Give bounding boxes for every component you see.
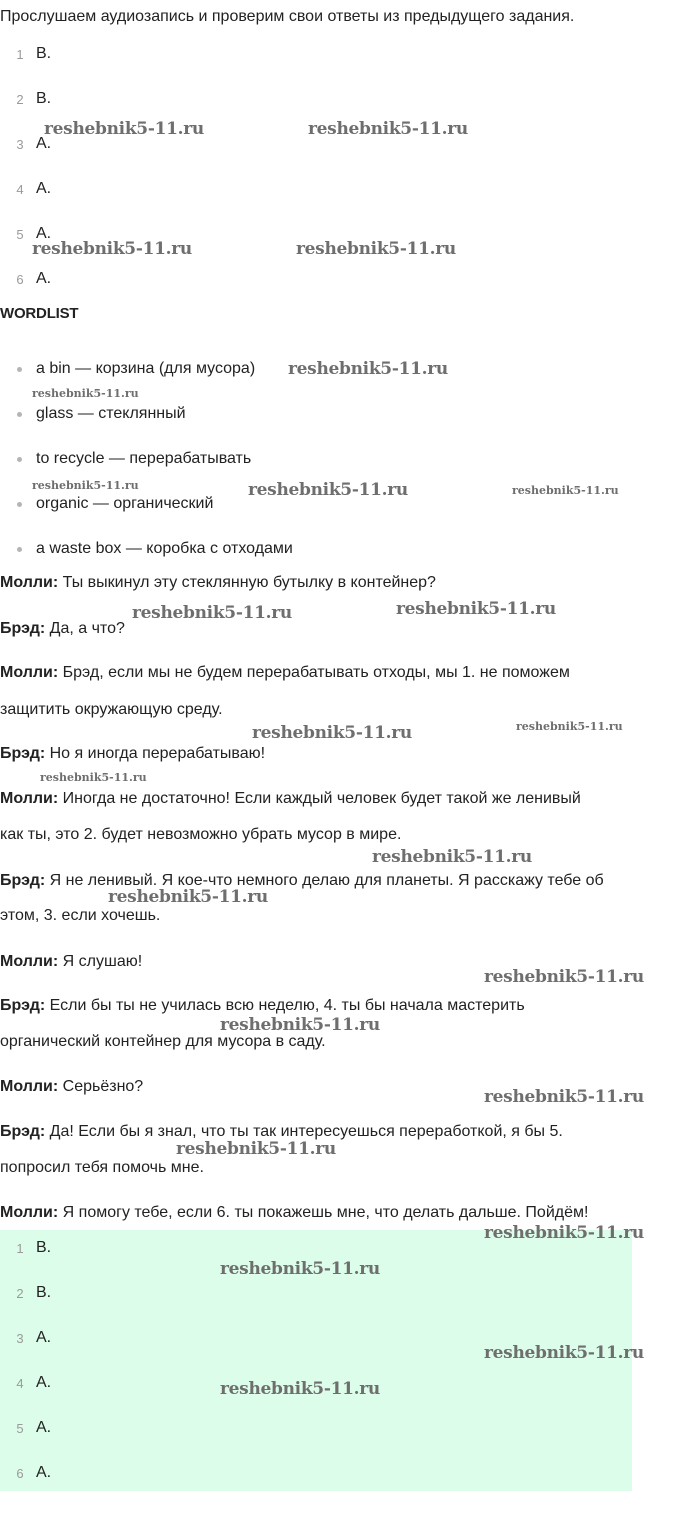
list-item [0,268,632,290]
answer-number: 2 [16,1286,24,1301]
answer-number: 1 [16,1241,24,1256]
list-item [0,178,632,200]
answer-number: 6 [16,272,24,287]
watermark: reshebnik5-11.ru [252,723,412,743]
dialog-text: попросил тебя помочь мне. [0,1159,204,1176]
speaker-name: Брэд: [0,997,46,1014]
bullet-icon [17,547,22,552]
dialog-line [0,1202,680,1224]
dialog-text: Да, а что? [45,620,125,637]
dialog-text: Но я иногда перерабатываю! [45,745,266,762]
watermark: reshebnik5-11.ru [512,484,619,497]
watermark: reshebnik5-11.ru [248,480,408,500]
watermark: reshebnik5-11.ru [220,1379,380,1399]
answer-value: B. [36,1239,52,1256]
dialog-line [0,743,680,765]
speaker-name: Молли: [0,574,59,591]
bullet-icon [17,457,22,462]
watermark: reshebnik5-11.ru [32,479,139,492]
dialog-line [0,995,680,1017]
dialog-text: Я слушаю! [58,953,143,970]
list-item [0,1282,632,1304]
speaker-name: Молли: [0,664,59,681]
dialog-text: Да! Если бы я знал, что ты так интересуешься переработкой, я бы 5. [45,1123,563,1140]
dialog-text: Я не ленивый. Я кое-что немного делаю для планеты. Я расскажу тебе об [45,872,604,889]
answer-number: 6 [16,1466,24,1481]
answer-number: 3 [16,1331,24,1346]
answer-number: 5 [16,1421,24,1436]
watermark: reshebnik5-11.ru [484,1087,644,1107]
answer-number: 4 [16,1376,24,1391]
dialog-line [0,618,680,640]
watermark: reshebnik5-11.ru [484,1343,644,1363]
list-item [0,88,632,110]
dialog-line-continuation [0,824,680,846]
word-entry: a waste box — коробка с отходами [36,540,293,557]
watermark: reshebnik5-11.ru [484,967,644,987]
answer-value: A. [36,180,52,197]
word-entry: glass — стеклянный [36,405,186,422]
answer-value: A. [36,1374,52,1391]
list-item [0,1417,632,1439]
watermark: reshebnik5-11.ru [32,239,192,259]
intro-text: Прослушаем аудиозапись и проверим свои ответы из предыдущего задания. [0,8,575,25]
watermark: reshebnik5-11.ru [44,119,204,139]
speaker-name: Молли: [0,1078,59,1095]
answer-value: A. [36,1329,52,1346]
answer-number: 5 [16,227,24,242]
dialog-text: как ты, это 2. будет невозможно убрать мусор в мире. [0,826,402,843]
speaker-name: Молли: [0,1204,59,1221]
speaker-name: Брэд: [0,1123,46,1140]
dialog-line [0,870,680,892]
dialog-line [0,1121,680,1143]
dialog-text: Ты выкинул эту стеклянную бутылку в контейнер? [58,574,436,591]
word-entry: a bin — корзина (для мусора) [36,360,256,377]
answer-number: 2 [16,92,24,107]
dialog-text: этом, 3. если хочешь. [0,907,161,924]
answer-value: A. [36,270,52,287]
answer-number: 1 [16,47,24,62]
watermark: reshebnik5-11.ru [220,1015,380,1035]
answer-value: A. [36,225,52,242]
speaker-name: Брэд: [0,620,46,637]
dialog-line-continuation [0,1157,680,1179]
speaker-name: Брэд: [0,872,46,889]
dialog-text: защитить окружающую среду. [0,701,223,718]
wordlist-heading: WORDLIST [0,305,79,322]
watermark: reshebnik5-11.ru [108,887,268,907]
dialog-text: Я помогу тебе, если 6. ты покажешь мне, что делать дальше. Пойдём! [58,1204,589,1221]
dialog-line [0,788,680,810]
bullet-icon [17,412,22,417]
watermark: reshebnik5-11.ru [308,119,468,139]
dialog-text: Брэд, если мы не будем перерабатывать отходы, мы 1. не поможем [58,664,570,681]
watermark: reshebnik5-11.ru [40,771,147,784]
dialog-text: органический контейнер для мусора в саду. [0,1033,326,1050]
word-entry: to recycle — перерабатывать [36,450,252,467]
bullet-icon [17,502,22,507]
dialog-text: Если бы ты не училась всю неделю, 4. ты бы начала мастерить [45,997,525,1014]
watermark: reshebnik5-11.ru [32,387,139,400]
watermark: reshebnik5-11.ru [288,359,448,379]
dialog-line-continuation [0,905,680,927]
answer-number: 4 [16,182,24,197]
answer-value: A. [36,135,52,152]
watermark: reshebnik5-11.ru [132,603,292,623]
answer-value: A. [36,1419,52,1436]
watermark: reshebnik5-11.ru [516,720,623,733]
watermark: reshebnik5-11.ru [296,239,456,259]
dialog-text: Серьёзно? [58,1078,144,1095]
answer-value: A. [36,1464,52,1481]
dialog-line [0,572,680,594]
list-item [0,1462,632,1484]
watermark: reshebnik5-11.ru [372,847,532,867]
speaker-name: Молли: [0,790,59,807]
watermark: reshebnik5-11.ru [484,1223,644,1243]
list-item [0,43,632,65]
answer-value: B. [36,1284,52,1301]
dialog-text: Иногда не достаточно! Если каждый человек будет такой же ленивый [58,790,581,807]
dialog-line [0,662,680,684]
speaker-name: Брэд: [0,745,46,762]
answer-number: 3 [16,137,24,152]
watermark: reshebnik5-11.ru [220,1259,380,1279]
answer-value: B. [36,90,52,107]
answer-value: B. [36,45,52,62]
dialog-line-continuation [0,699,680,721]
speaker-name: Молли: [0,953,59,970]
watermark: reshebnik5-11.ru [396,599,556,619]
word-entry: organic — органический [36,495,214,512]
watermark: reshebnik5-11.ru [176,1139,336,1159]
bullet-icon [17,367,22,372]
